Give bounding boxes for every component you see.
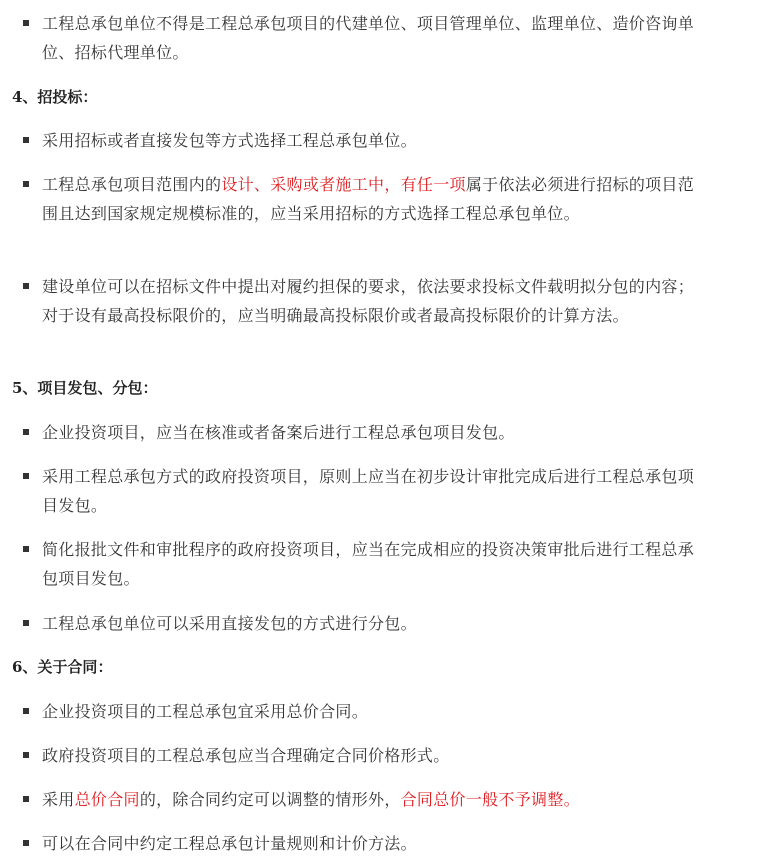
square-bullet-icon — [23, 429, 29, 435]
list-item-text: 政府投资项目的工程总承包应当合理确定合同价格形式。 — [42, 746, 450, 765]
square-bullet-icon — [23, 752, 29, 758]
list-item-simplified-approval — [42, 535, 702, 593]
list-item-government-investment — [42, 462, 702, 520]
list-item-mandatory-bidding — [42, 170, 702, 228]
square-bullet-icon — [23, 546, 29, 552]
square-bullet-icon — [23, 20, 29, 26]
list-item-selection-method — [42, 126, 702, 155]
list-item-text: 工程总承包单位可以采用直接发包的方式进行分包。 — [42, 614, 417, 633]
list-item-text: 采用招标或者直接发包等方式选择工程总承包单位。 — [42, 131, 417, 150]
square-bullet-icon — [23, 796, 29, 802]
list-item-text: 简化报批文件和审批程序的政府投资项目，应当在完成相应的投资决策审批后进行工程总承包项目发包。 — [42, 540, 695, 588]
section-heading-contracting: 5、项目发包、分包： — [12, 379, 158, 397]
list-item-text: 采用工程总承包方式的政府投资项目，原则上应当在初步设计审批完成后进行工程总承包项目发包。 — [42, 467, 695, 515]
highlight-text: 合同总价一般不予调整。 — [400, 790, 580, 809]
square-bullet-icon — [23, 840, 29, 846]
highlight-text: 设计、采购或者施工中，有任一项 — [221, 175, 466, 194]
list-item-price-adjustment — [42, 785, 702, 814]
list-item-text-middle: 的，除合同约定可以调整的情形外， — [139, 790, 401, 809]
list-item-text-prefix: 工程总承包项目范围内的 — [42, 175, 222, 194]
list-item-text-prefix: 采用 — [42, 790, 75, 809]
section-heading-contract: 6、关于合同： — [12, 658, 113, 676]
list-item-lump-sum-contract — [42, 697, 702, 726]
list-item-price-form — [42, 741, 702, 770]
highlight-text: 总价合同 — [74, 790, 140, 809]
list-item-text: 企业投资项目的工程总承包宜采用总价合同。 — [42, 702, 369, 721]
square-bullet-icon — [23, 137, 29, 143]
list-item-text: 可以在合同中约定工程总承包计量规则和计价方法。 — [42, 834, 417, 853]
list-item-text: 建设单位可以在招标文件中提出对履约担保的要求，依法要求投标文件载明拟分包的内容；对于设有最高投标限价的，应当明确最高投标限价或者最高投标限价的计算方法。 — [42, 277, 695, 325]
list-item-text: 工程总承包单位不得是工程总承包项目的代建单位、项目管理单位、监理单位、造价咨询单位、招标代理单位。 — [42, 14, 695, 62]
square-bullet-icon — [23, 473, 29, 479]
list-item-enterprise-investment — [42, 418, 702, 447]
square-bullet-icon — [23, 283, 29, 289]
list-item-text: 企业投资项目，应当在核准或者备案后进行工程总承包项目发包。 — [42, 423, 515, 442]
list-item-subcontracting — [42, 609, 702, 638]
square-bullet-icon — [23, 620, 29, 626]
list-item-performance-guarantee — [42, 272, 702, 330]
list-item-text-suffix: 属于依法必须进行招标的项目范围且达到国家规定规模标准的，应当采用招标的方式选择工程总承包单位。 — [42, 175, 695, 223]
section-heading-bidding: 4、招投标： — [12, 88, 98, 106]
list-item-measurement-rules — [42, 829, 702, 858]
list-item-contractor-restriction — [42, 9, 702, 67]
square-bullet-icon — [23, 708, 29, 714]
square-bullet-icon — [23, 181, 29, 187]
